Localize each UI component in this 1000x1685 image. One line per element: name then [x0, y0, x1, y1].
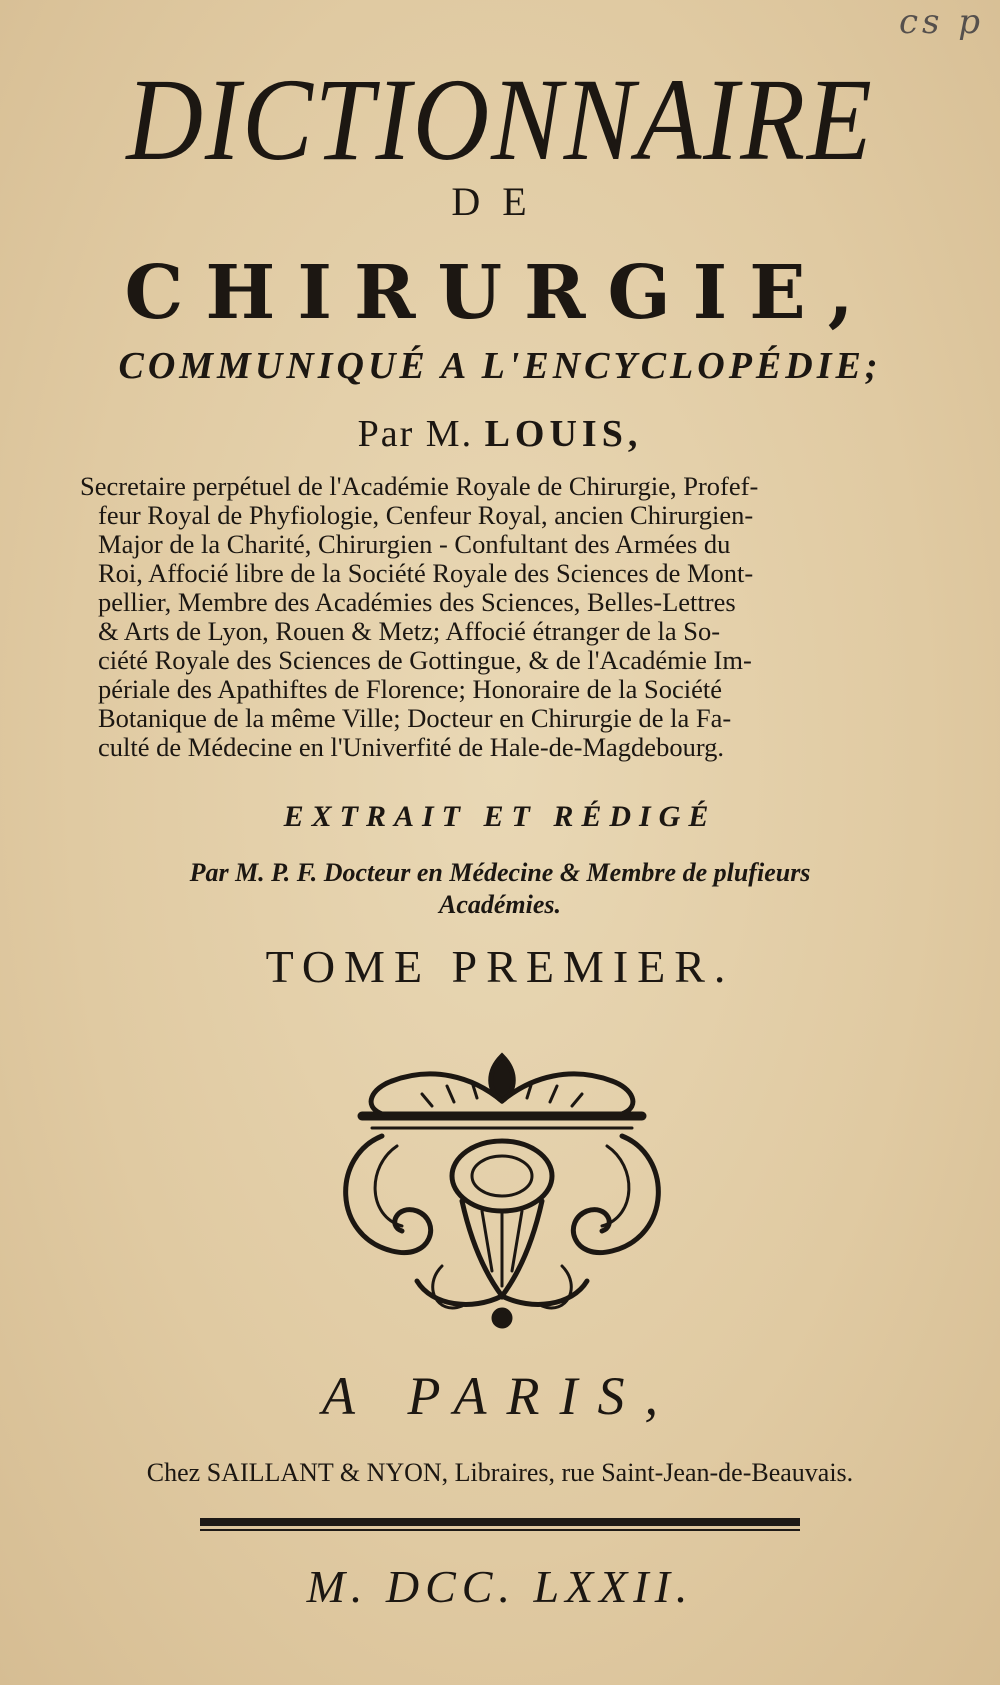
rule-thin	[200, 1529, 800, 1531]
author-title-line: Secretaire perpétuel de l'Académie Royale de Chirurgie, Profef-	[80, 471, 759, 501]
double-rule	[200, 1518, 800, 1531]
rule-thick	[200, 1518, 800, 1526]
title-preposition: DE	[451, 179, 549, 224]
author-title-line: Roi, Affocié libre de la Société Royale des Sciences de Mont-	[98, 558, 754, 588]
author-title-line: & Arts de Lyon, Rouen & Metz; Affocié étranger de la So-	[98, 616, 721, 646]
book-title: DICTIONNAIRE	[126, 54, 874, 185]
author-title-line: ciété Royale des Sciences de Gottingue, & de l'Académie Im-	[98, 645, 752, 675]
imprint-date: M. DCC. LXXII.	[306, 1561, 694, 1612]
author-title-line: culté de Médecine en l'Univerfité de Hale-de-Magdebourg.	[98, 732, 725, 762]
author-title-line: Botanique de la même Ville; Docteur en Chirurgie de la Fa-	[98, 703, 732, 733]
manuscript-note: cs p	[898, 2, 984, 42]
editor-line: Par M. P. F. Docteur en Médecine & Membre de plufieurs	[189, 858, 811, 887]
ornament-vignette-icon	[322, 1036, 682, 1336]
extrait-line: EXTRAIT ET RÉDIGÉ	[283, 800, 717, 833]
book-subject: CHIRURGIE,	[124, 250, 876, 336]
author-line	[0, 412, 1000, 456]
author-title-line: feur Royal de Phyfiologie, Cenfeur Royal, ancien Chirurgien-	[98, 500, 754, 530]
imprint-place: A PARIS,	[322, 1366, 678, 1426]
author-par: Par M.	[357, 413, 474, 455]
publisher-line: Chez SAILLANT & NYON, Libraires, rue Saint-Jean-de-Beauvais.	[146, 1458, 854, 1487]
volume-label: TOME PREMIER.	[265, 941, 735, 992]
communique-line: COMMUNIQUÉ A L'ENCYCLOPÉDIE;	[118, 345, 882, 387]
author-name: LOUIS,	[484, 413, 643, 455]
author-title-line: périale des Apathiftes de Florence; Honoraire de la Société	[98, 674, 722, 704]
editor-line-2: Académies.	[438, 890, 562, 919]
author-titles	[80, 472, 928, 762]
author-title-line: pellier, Membre des Académies des Sciences, Belles-Lettres	[98, 587, 736, 617]
author-title-line: Major de la Charité, Chirurgien - Confultant des Armées du	[98, 529, 731, 559]
